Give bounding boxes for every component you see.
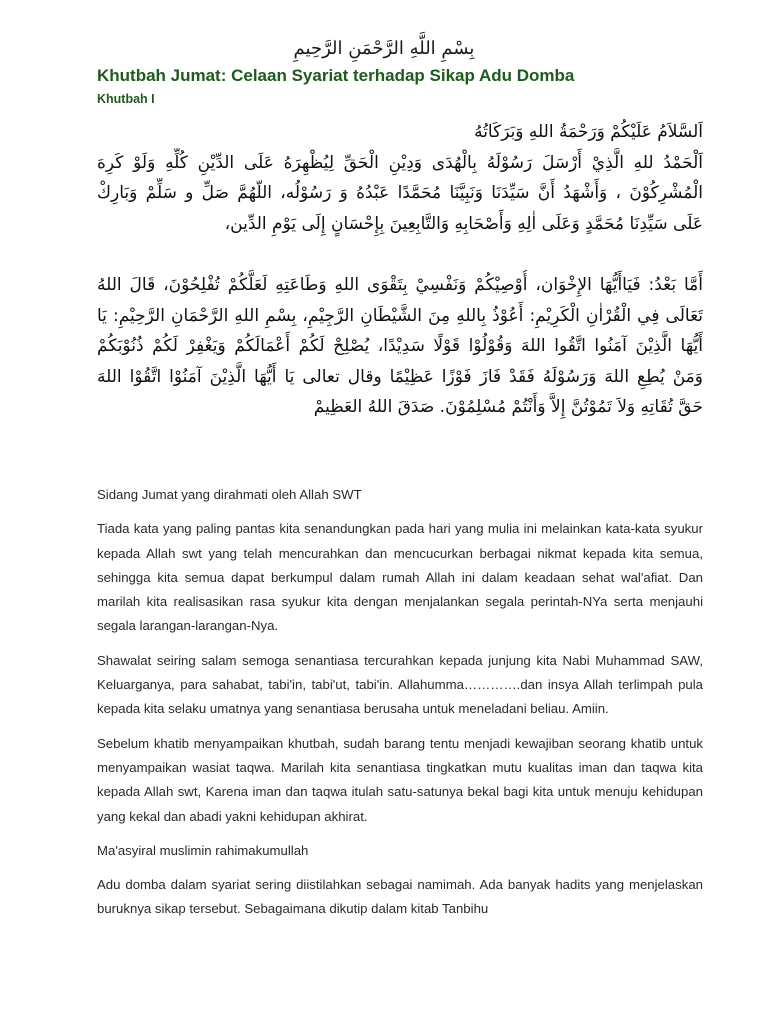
paragraph: Tiada kata yang paling pantas kita senandungkan pada hari yang mulia ini melainkan kata-kata syukur kepada Allah swt yang telah mencurahkan dan mencucurkan berbagai nikmat kepada kita semua, sehingga kita semua dapat berkumpul dalam rumah Allah ini dalam keadaan sehat wal'afiat. Dan marilah kita realisasikan rasa syukur kita dengan menjalankan segala perintah-NYa serta menjauhi segala larangan-larangan-Nya. [97,521,703,634]
arabic-amma-badu [97,270,703,423]
greeting: Sidang Jumat yang dirahmati oleh Allah SWT [97,487,362,502]
paragraph: Sebelum khatib menyampaikan khutbah, sudah barang tentu menjadi kewajiban seorang khatib untuk menyampaikan wasiat taqwa. Marilah kita senantiasa tingkatkan mutu kualitas iman dan taqwa kita kepada Allah swt, Karena iman dan taqwa itulah satu-satunya bekal bagi kita untuk menuju kehidupan yang kekal dan abadi yakni kehidupan akhirat. [97,735,703,824]
body-text [97,483,703,932]
arabic-line: الْمُشْرِكُوْنَ ، وَأَشْهَدُ أَنَّ سَيِّدَنَا وَنَبِيَّنَا مُحَمَّدًا عَبْدُهُ وَ رَسُوْلُه، اللّهُمَّ صَلِّ و سَلِّمْ وَبَارِكْ [97,183,703,203]
arabic-line: اَلْحَمْدُ للهِ الَّذِيْ أَرْسَلَ رَسُوْلَهُ بِالْهُدَى وَدِيْنِ الْحَقِّ لِيُظْهِرَهُ عَلَى الدِّيْنِ كُلِّهِ وَلَوْ كَرِهَ [97,152,703,173]
arabic-opening [97,117,703,239]
basmala: بِسْمِ اللَّهِ الرَّحْمَنِ الرَّحِيمِ [293,38,475,59]
arabic-line: اَلسَّلاَمُ عَلَيْكُمْ وَرَحْمَةُ اللهِ وَبَرَكَاتُهُ [474,122,703,142]
arabic-line: تَعَالَى فِي الْقُرْاٰنِ الْكَرِيْمِ: أَعُوْذُ بِاللهِ مِنَ الشَّيْطَانِ الرَّجِيْمِ، بِسْمِ اللهِ الرَّحْمَانِ الرَّحِيْمِ: يَا [97,305,703,326]
arabic-line: حَقَّ تُقَاتِهِ وَلاَ تَمُوْتُنَّ إِلاَّ وَأَنْتُمْ مُسْلِمُوْنَ. صَدَقَ اللهُ العَظِيمْ [313,397,703,417]
section-subtitle: Khutbah I [97,92,155,106]
arabic-line: عَلَى سَيِّدِنَا مُحَمَّدٍ وَعَلَى اٰلِهِ وَأَصْحَابِهِ وَالتَّابِعِينَ بِإِحْسَانٍ إِلَى يَوْمِ الدِّين، [224,213,703,234]
address-line: Ma'asyiral muslimin rahimakumullah [97,842,309,858]
paragraph: Adu domba dalam syariat sering diistilahkan sebagai namimah. Ada banyak hadits yang menjelaskan buruknya sikap tersebut. Sebagaimana dikutip dalam kitab Tanbihu [97,877,703,917]
arabic-line: وَمَنْ يُطِعِ اللهَ وَرَسُوْلَهُ فَقَدْ فَازَ فَوْزًا عَظِيْمًا وقال تعالى يَا أَيُّهَا الَّذِيْنَ آمَنُوْا اتَّقُوْا اللهَ [97,366,703,387]
arabic-line: أَمَّا بَعْدُ: فَيَاأَيُّهَا الإِخْوَان، أُوْصِيْكُمْ وَنَفْسِيْ بِتَقْوَى اللهِ وَطَاعَتِهِ لَعَلَّكُمْ تُفْلِحُوْنَ، قَالَ اللهُ [97,275,703,295]
arabic-line: أَيُّهَا الَّذِيْنَ آمَنُوا اتَّقُوا اللهَ وَقُوْلُوْا قَوْلًا سَدِيْدًا، يُصْلِحْ لَكُمْ أَعْمَالَكُمْ وَيَغْفِرْ لَكُمْ ذُنُوْبَكُمْ [97,336,703,356]
paragraph: Shawalat seiring salam semoga senantiasa tercurahkan kepada junjung kita Nabi Muhammad SAW, Keluarganya, para sahabat, tabi'in, tabi'ut, tabi'in. Allahumma………….dan insya Allah terlimpah pula kepada kita selaku umatnya yang senantiasa berusaha untuk meneladani beliau. Amiin. [97,652,703,717]
page-title: Khutbah Jumat: Celaan Syariat terhadap Sikap Adu Domba [97,66,575,85]
